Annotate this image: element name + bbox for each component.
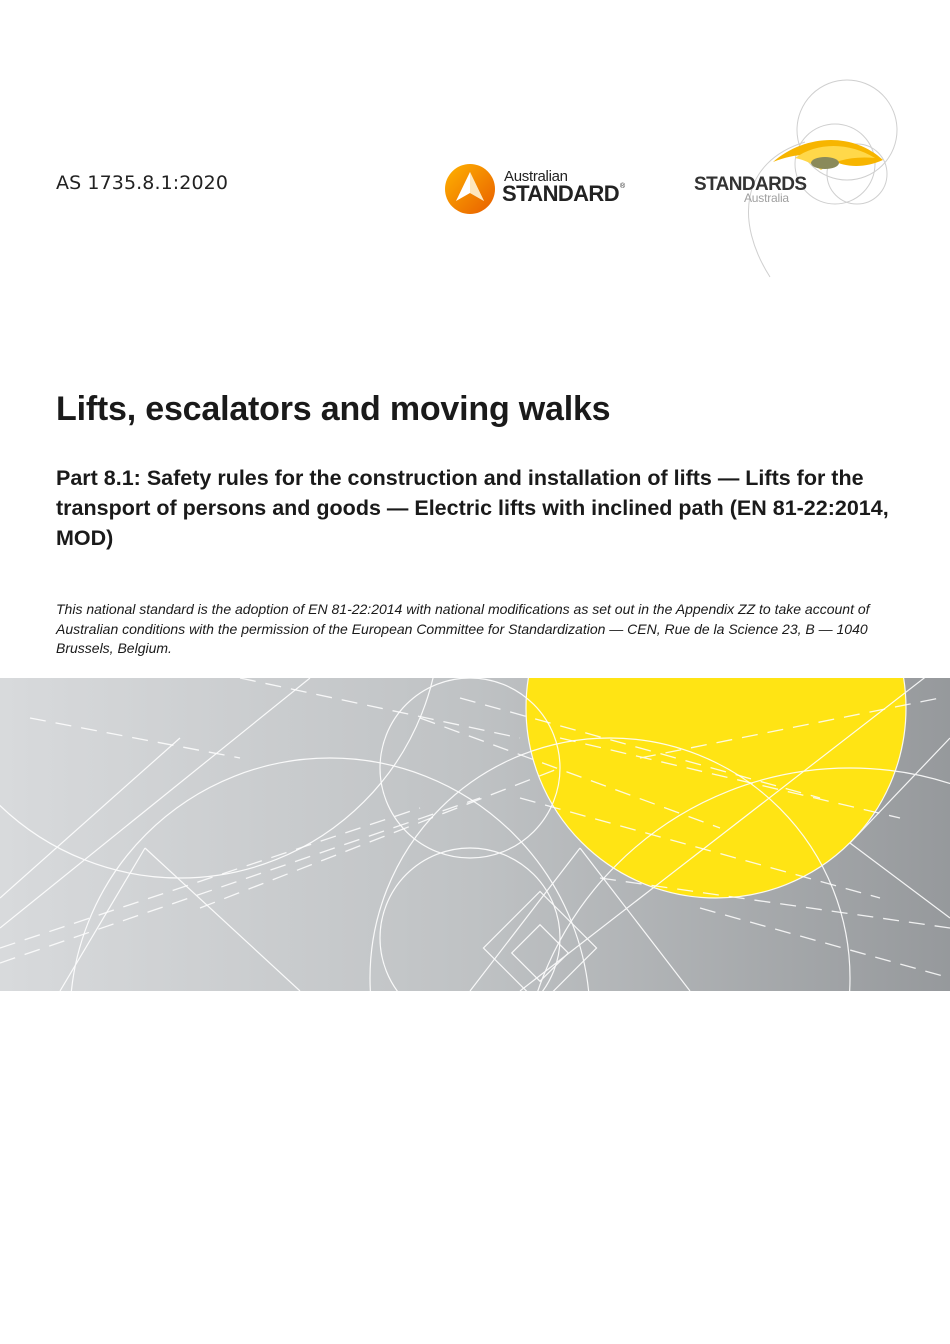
registered-mark: ® xyxy=(620,183,626,190)
part-subtitle: Part 8.1: Safety rules for the construction and installation of lifts — Lifts for the transport of persons and goods — Electric lifts with inclined path (EN 81-22:2014, MOD) xyxy=(56,466,889,550)
page-title: Lifts, escalators and moving walks xyxy=(56,390,611,428)
australian-standard-logo-line1: Australian xyxy=(504,168,568,185)
australian-standard-logo-line2: STANDARD xyxy=(502,181,620,206)
standards-australia-logo-line1: STANDARDS xyxy=(694,174,807,195)
standards-australia-logo-line2: Australia xyxy=(744,191,789,205)
australian-standard-logo xyxy=(444,163,644,215)
adoption-note: This national standard is the adoption of EN 81-22:2014 with national modifications as set out in the Appendix ZZ to take account of Australian conditions with the permission of the European Committee for Standardization — CEN, Rue de la Science 23, B — 1040 Brussels, Belgium. xyxy=(56,601,870,656)
document-code: AS 1735.8.1:2020 xyxy=(56,172,229,194)
decorative-banner xyxy=(0,678,950,991)
australian-standard-emblem-icon xyxy=(444,163,496,215)
